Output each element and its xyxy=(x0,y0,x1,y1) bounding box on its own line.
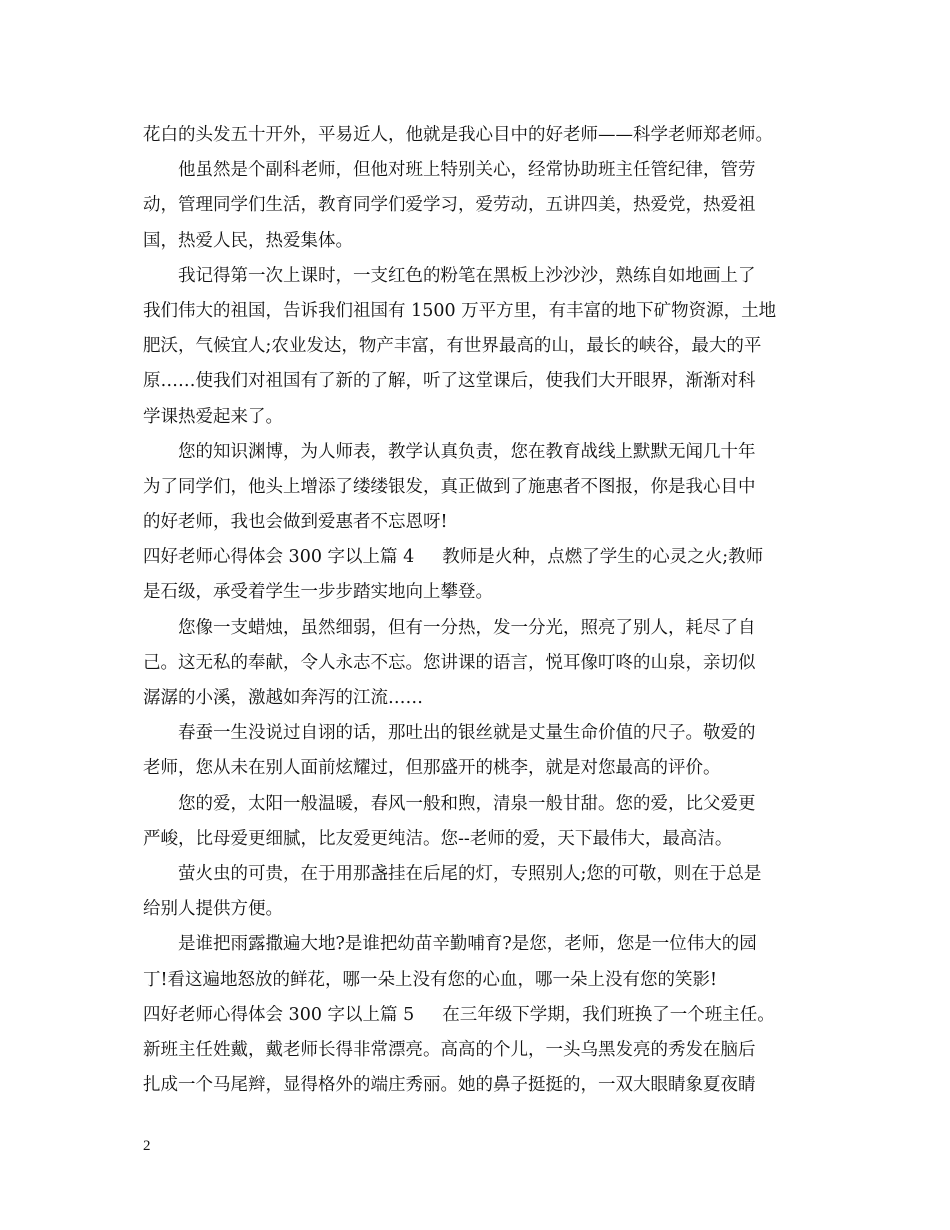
section-5-title: 四好老师心得体会 300 字以上篇 5 xyxy=(143,1004,415,1025)
paragraph-line: 萤火虫的可贵，在于用那盏挂在后尾的灯，专照别人;您的可敬，则在于总是 xyxy=(178,863,762,884)
text-line: 严峻，比母爱更细腻，比友爱更纯洁。您--老师的爱，天下最伟大，最高洁。 xyxy=(143,828,733,849)
text-line: 我们伟大的祖国，告诉我们祖国有 1500 万平方里，有丰富的地下矿物资源，土地 xyxy=(143,300,777,321)
text-line: 是石级，承受着学生一步步踏实地向上攀登。 xyxy=(143,582,493,603)
text-line: 扎成一个马尾辫，显得格外的端庄秀丽。她的鼻子挺挺的，一双大眼睛象夏夜睛 xyxy=(143,1075,756,1096)
section-5-heading-line xyxy=(143,998,806,1033)
paragraph-line: 您的爱，太阳一般温暖，春风一般和煦，清泉一般甘甜。您的爱，比父爱更 xyxy=(178,793,756,814)
text-line: 老师，您从未在别人面前炫耀过，但那盛开的桃李，就是对您最高的评价。 xyxy=(143,758,721,779)
text-line: 的好老师，我也会做到爱惠者不忘恩呀! xyxy=(143,512,448,533)
text-line: 花白的头发五十开外，平易近人，他就是我心目中的好老师——科学老师郑老师。 xyxy=(143,125,773,145)
paragraph-line: 我记得第一次上课时，一支红色的粉笔在黑板上沙沙沙，熟练自如地画上了 xyxy=(178,265,756,286)
text-line: 潺潺的小溪，激越如奔泻的江流…… xyxy=(143,688,423,708)
text-line: 己。这无私的奉献，令人永志不忘。您讲课的语言，悦耳像叮咚的山泉，亲切似 xyxy=(143,652,756,673)
section-4-heading-line xyxy=(143,540,806,575)
paragraph-line: 您的知识渊博，为人师表，教学认真负责，您在教育战线上默默无闻几十年 xyxy=(178,441,756,462)
text-line: 给别人提供方便。 xyxy=(143,899,283,920)
section-5-opening-text: 在三年级下学期，我们班换了一个班主任。 xyxy=(442,1004,775,1025)
text-line: 国，热爱人民，热爱集体。 xyxy=(143,230,353,251)
paragraph-line: 您像一支蜡烛，虽然细弱，但有一分热，发一分光，照亮了别人，耗尽了自 xyxy=(178,617,756,638)
text-line: 丁!看这遍地怒放的鲜花，哪一朵上没有您的心血，哪一朵上没有您的笑影! xyxy=(143,969,718,990)
text-line: 新班主任姓戴，戴老师长得非常漂亮。高高的个儿，一头乌黑发亮的秀发在脑后 xyxy=(143,1039,756,1060)
section-4-opening-text: 教师是火种，点燃了学生的心灵之火;教师 xyxy=(442,547,764,568)
section-4-title: 四好老师心得体会 300 字以上篇 4 xyxy=(143,547,415,568)
text-line: 原……使我们对祖国有了新的了解，听了这堂课后，使我们大开眼界，渐渐对科 xyxy=(143,371,756,392)
text-line: 肥沃，气候宜人;农业发达，物产丰富，有世界最高的山，最长的峡谷，最大的平 xyxy=(143,336,762,357)
paragraph-line: 他虽然是个副科老师，但他对班上特别关心，经常协助班主任管纪律，管劳 xyxy=(178,160,756,181)
text-line: 为了同学们，他头上增添了缕缕银发，真正做到了施惠者不图报，你是我心目中 xyxy=(143,476,756,497)
page-number: 2 xyxy=(143,1138,151,1154)
paragraph-line: 是谁把雨露撒遍大地?是谁把幼苗辛勤哺育?是您，老师，您是一位伟大的园 xyxy=(178,934,757,955)
text-line: 学课热爱起来了。 xyxy=(143,406,283,427)
paragraph-line: 春蚕一生没说过自诩的话，那吐出的银丝就是丈量生命价值的尺子。敬爱的 xyxy=(178,723,756,744)
document-body xyxy=(143,118,806,1103)
text-line: 动，管理同学们生活，教育同学们爱学习，爱劳动，五讲四美，热爱党，热爱祖 xyxy=(143,195,756,216)
